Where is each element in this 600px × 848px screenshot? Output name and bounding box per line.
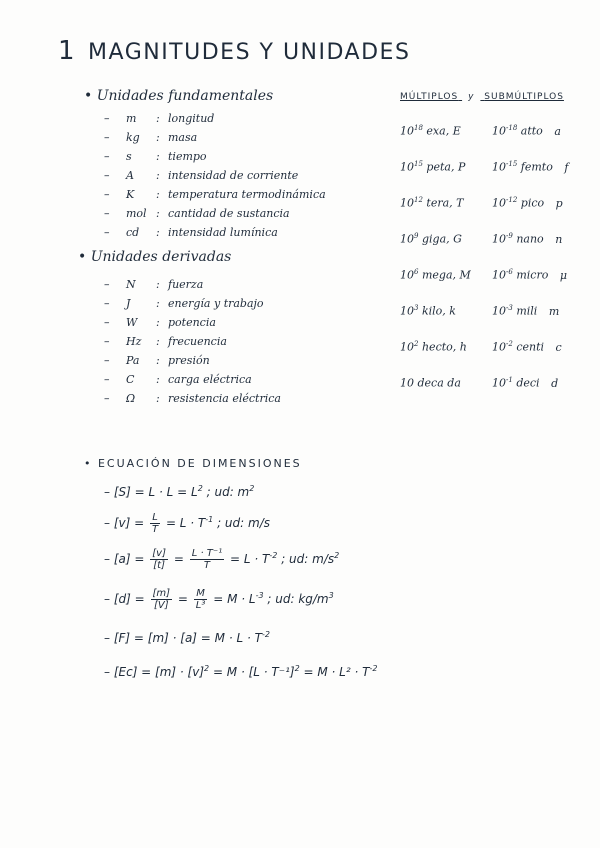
submultiple-prefix: $10^{-1}$ deci d [492, 376, 559, 390]
fundamental-unit-name: longitud [168, 112, 215, 125]
multiple-prefix: $10^2$ hecto, h [400, 340, 467, 354]
multiple-sym: M [459, 268, 471, 282]
multiple-prefix: 10 deca da [400, 376, 461, 390]
derived-unit-name: presión [168, 354, 210, 367]
submultiple-exp: -1 [506, 376, 513, 384]
derivadas-heading: • Unidades derivadas [78, 249, 232, 265]
multiple-exp: 3 [414, 304, 419, 312]
eq3-eq: = [173, 552, 184, 566]
eq2-lhs: [v] = [113, 516, 145, 530]
multiple-sym: h [459, 340, 467, 354]
fundamental-unit-item: – mol : cantidad de sustancia [104, 207, 290, 220]
eq4-rhs: = M · L [213, 592, 256, 606]
multiple-exp: 12 [414, 196, 423, 204]
multiple-name: giga [421, 232, 447, 246]
equation-density: – [d] = $\frac{[m]}{[V]}$ = $\frac{M}{\text{L³}}$ = $M \cdot L^{-3}$ ; ud: $kg/m^3$ [104, 588, 334, 611]
submultiple-sym: d [551, 376, 559, 390]
fundamental-unit-item: – m : longitud [104, 112, 215, 125]
eq4-den1: [V] [153, 600, 169, 611]
eq3-den2: T [203, 560, 211, 571]
multiple-prefix: $10^3$ kilo, k [400, 304, 456, 318]
submultiple-name: femto [520, 160, 553, 174]
fundamental-unit-symbol: m [126, 112, 137, 125]
fundamental-unit-name: intensidad de corriente [168, 169, 299, 182]
submultiple-exp: -6 [506, 268, 513, 276]
derived-unit-name: carga eléctrica [168, 373, 252, 386]
eq4-unit-sup: 3 [328, 591, 334, 600]
submultiple-exp: -15 [506, 160, 518, 168]
fundamental-unit-symbol: cd [126, 226, 140, 239]
submultiple-prefix: $10^{-15}$ femto f [492, 160, 569, 174]
fundamental-unit-symbol: s [126, 150, 132, 163]
eq1-lhs-sup: 2 [197, 484, 203, 493]
derived-unit-name: potencia [168, 316, 216, 329]
derived-unit-symbol: Pa [126, 354, 140, 367]
ecuacion-heading: • ECUACIÓN DE DIMENSIONES [84, 457, 302, 470]
submultiple-sym: c [555, 340, 562, 354]
derived-unit-name: frecuencia [168, 335, 227, 348]
eq3-num2: L · T⁻¹ [191, 548, 223, 559]
submultiplos-label: SUBMÚLTIPLOS [484, 92, 564, 102]
eq1-lhs: [S] = L · L = L [113, 485, 198, 499]
derived-unit-item: – C : carga eléctrica [104, 373, 252, 386]
derived-unit-item: – N : fuerza [104, 278, 204, 291]
submultiple-sym: μ [559, 268, 567, 282]
eq4-rhs-sup: -3 [255, 591, 264, 600]
submultiple-prefix: $10^{-6}$ micro μ [492, 268, 567, 282]
multiple-exp: 18 [414, 124, 423, 132]
submultiple-exp: -2 [506, 340, 513, 348]
submultiple-name: nano [516, 232, 544, 246]
fundamentales-heading: • Unidades fundamentales [84, 88, 274, 104]
eq4-unit: ; ud: kg/m [267, 592, 329, 606]
eq6-text: [Ec] = [m] · [v] [113, 665, 205, 679]
submultiple-prefix: $10^{-2}$ centi c [492, 340, 562, 354]
multiple-prefix: $10^{15}$ peta, P [400, 160, 466, 174]
submultiple-name: mili [516, 304, 538, 318]
eq2-den: T [152, 524, 159, 535]
fundamental-unit-symbol: kg [126, 131, 140, 144]
multiple-sym: da [447, 376, 461, 390]
multiple-prefix: $10^6$ mega, M [400, 268, 471, 282]
submultiple-name: deci [516, 376, 540, 390]
submultiple-prefix: $10^{-18}$ atto a [492, 124, 561, 138]
multiple-exp: 2 [414, 340, 419, 348]
multiple-prefix: $10^9$ giga, G [400, 232, 462, 246]
derived-unit-name: energía y trabajo [168, 297, 264, 310]
multiple-sym: P [457, 160, 466, 174]
submultiple-name: centi [516, 340, 545, 354]
eq3-unit: ; ud: m/s [281, 552, 335, 566]
fundamental-unit-symbol: K [126, 188, 135, 201]
equation-kinetic-energy: – $[Ec] = [m] \cdot [v]^2 = M \cdot [L \cdot T^{-1}]^2 = M \cdot L^2 \cdot T^{-2}$ [104, 664, 378, 679]
eq4-lhs: [d] = [113, 592, 145, 606]
eq4-den2: L³ [195, 600, 206, 611]
equation-force: – $[F] = [m] \cdot [a] = M \cdot L \cdot T^{-2}$ [104, 630, 270, 645]
submultiple-name: pico [520, 196, 545, 210]
eq4-eq: = [177, 592, 188, 606]
eq6-sup2: 2 [294, 664, 300, 673]
submultiple-sym: a [554, 124, 561, 138]
derived-unit-symbol: C [126, 373, 135, 386]
fundamental-unit-item: – s : tiempo [104, 150, 207, 163]
submultiple-sym: f [564, 160, 569, 174]
eq1-unit: ; ud: m [206, 485, 250, 499]
multiplos-label: MÚLTIPLOS [400, 92, 459, 102]
equation-velocity: – [v] = $\frac{L}{T}$ = $L \cdot T^{-1}$ ; ud: m/s [104, 512, 270, 535]
eq3-rhs-sup: -2 [269, 551, 278, 560]
multiplos-heading [400, 92, 564, 102]
derived-unit-item: – Ω : resistencia eléctrica [104, 392, 281, 405]
multiple-prefix: $10^{12}$ tera, T [400, 196, 464, 210]
submultiple-sym: p [555, 196, 563, 210]
title-number: 1 [58, 36, 77, 66]
fundamental-unit-item: – kg : masa [104, 131, 198, 144]
eq3-rhs: = L · T [230, 552, 270, 566]
page-title [58, 36, 410, 66]
submultiple-prefix: $10^{-9}$ nano n [492, 232, 563, 246]
multiple-sym: T [456, 196, 464, 210]
derived-unit-item: – J : energía y trabajo [104, 297, 264, 310]
eq6-sup1: 2 [204, 664, 210, 673]
eq3-unit-sup: 2 [334, 551, 340, 560]
multiple-exp: 15 [414, 160, 423, 168]
submultiple-exp: -12 [506, 196, 518, 204]
submultiple-sym: n [555, 232, 563, 246]
derived-unit-item: – W : potencia [104, 316, 216, 329]
eq3-num1: [v] [152, 548, 166, 559]
submultiple-sym: m [548, 304, 560, 318]
eq5-text: [F] = [m] · [a] = M · L · T [113, 631, 262, 645]
multiple-name: deca [417, 376, 444, 390]
fundamental-unit-item: – K : temperatura termodinámica [104, 188, 326, 201]
derived-unit-symbol: N [126, 278, 136, 291]
submultiple-exp: -18 [506, 124, 518, 132]
multiple-name: tera [426, 196, 450, 210]
derived-unit-symbol: W [126, 316, 138, 329]
eq1-unit-sup: 2 [249, 484, 255, 493]
fundamental-unit-item: – cd : intensidad lumínica [104, 226, 278, 239]
eq2-rhs: = L · T [165, 516, 206, 530]
eq3-den1: [t] [153, 560, 165, 571]
submultiple-exp: -3 [506, 304, 513, 312]
submultiple-prefix: $10^{-12}$ pico p [492, 196, 563, 210]
equation-acceleration: – [a] = $\frac{[v]}{[t]}$ = $\frac{\text{L · T⁻¹}}{T}$ = $L \cdot T^{-2}$ ; ud: $m/s^2$ [104, 548, 340, 571]
eq6-sup3: -2 [369, 664, 378, 673]
derived-unit-symbol: Hz [126, 335, 142, 348]
derived-unit-item: – Pa : presión [104, 354, 210, 367]
multiple-sym: E [452, 124, 461, 138]
title-text: MAGNITUDES Y UNIDADES [88, 40, 411, 65]
derived-unit-name: fuerza [168, 278, 204, 291]
eq4-num1: [m] [152, 588, 171, 599]
fundamental-unit-name: masa [168, 131, 198, 144]
fundamental-unit-symbol: A [126, 169, 134, 182]
derived-unit-symbol: J [126, 297, 131, 310]
eq2-unit: ; ud: m/s [217, 516, 270, 530]
derived-unit-name: resistencia eléctrica [168, 392, 281, 405]
multiple-prefix: $10^{18}$ exa, E [400, 124, 461, 138]
equation-area: – $[S] = L \cdot L = L^2$ ; ud: $m^2$ [104, 484, 255, 499]
multiple-name: hecto [421, 340, 453, 354]
eq5-sup: -2 [261, 630, 270, 639]
submultiple-name: atto [520, 124, 543, 138]
derived-unit-item: – Hz : frecuencia [104, 335, 227, 348]
submultiple-prefix: $10^{-3}$ mili m [492, 304, 560, 318]
eq6-end: = M · L² · T [303, 665, 370, 679]
multiple-exp: 6 [414, 268, 419, 276]
multiple-sym: G [453, 232, 462, 246]
eq2-num: L [150, 512, 160, 524]
eq4-num2: M [194, 588, 208, 600]
multiplos-and: y [468, 92, 475, 102]
multiple-name: kilo [421, 304, 443, 318]
fundamental-unit-name: temperatura termodinámica [168, 188, 326, 201]
submultiple-exp: -9 [506, 232, 513, 240]
eq6-mid: = M · [L · T⁻¹] [212, 665, 295, 679]
fundamental-unit-name: tiempo [168, 150, 207, 163]
eq2-rhs-sup: -1 [205, 515, 214, 524]
eq3-lhs: [a] = [113, 552, 145, 566]
multiple-name: exa [426, 124, 446, 138]
multiple-name: peta [426, 160, 451, 174]
multiple-name: mega [421, 268, 453, 282]
multiple-sym: k [449, 304, 456, 318]
submultiple-name: micro [516, 268, 549, 282]
fundamental-unit-item: – A : intensidad de corriente [104, 169, 299, 182]
fundamental-unit-name: cantidad de sustancia [168, 207, 290, 220]
multiple-exp: 9 [414, 232, 419, 240]
derived-unit-symbol: Ω [126, 392, 136, 405]
fundamental-unit-symbol: mol [126, 207, 147, 220]
fundamental-unit-name: intensidad lumínica [168, 226, 278, 239]
